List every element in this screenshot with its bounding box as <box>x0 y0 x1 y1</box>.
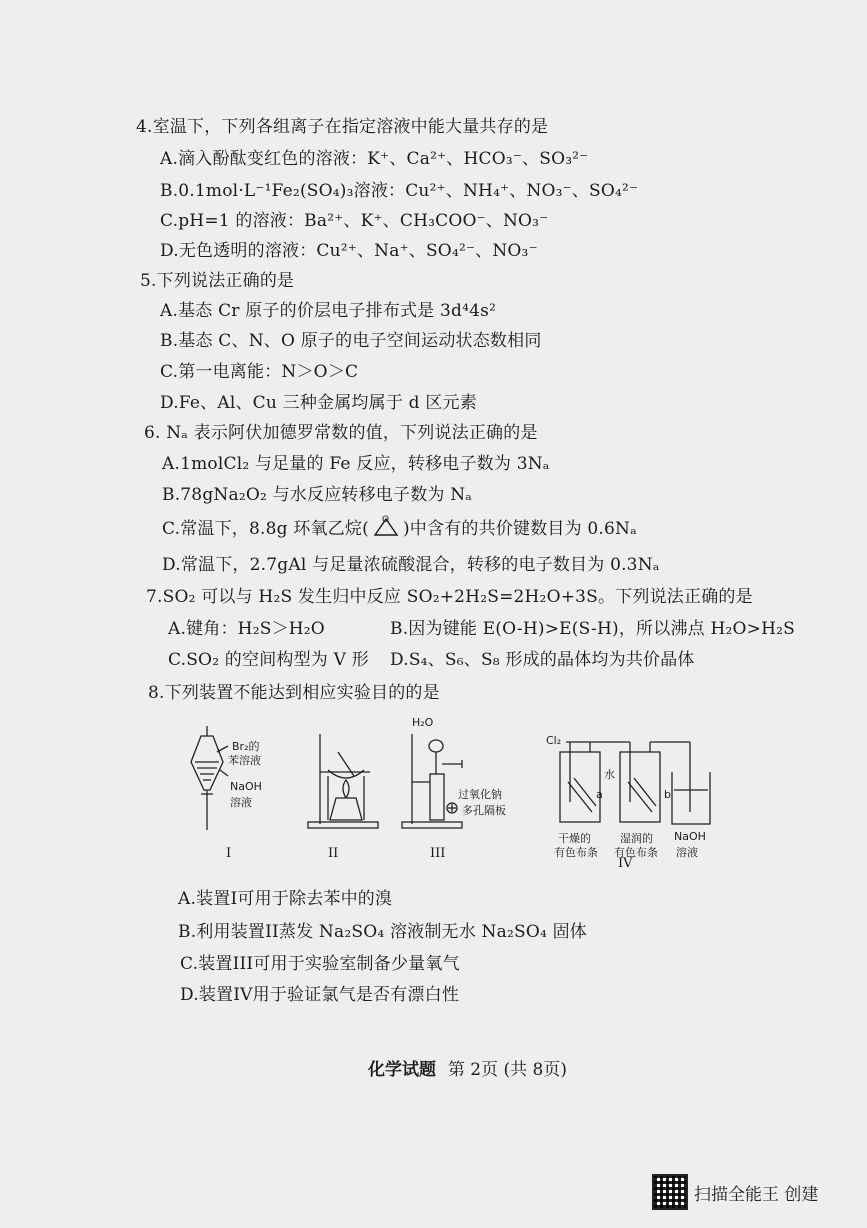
question-8-option-d: D.装置IV用于验证氯气是否有漂白性 <box>180 985 460 1005</box>
question-7-option-c: C.SO₂ 的空间构型为 V 形 <box>168 650 369 670</box>
fig-i-label-benzene: 苯溶液 <box>228 754 261 767</box>
fig-iii-label-peroxide: 过氧化钠 <box>458 788 502 801</box>
question-8-option-c: C.装置III可用于实验室制备少量氧气 <box>180 954 460 974</box>
separatory-funnel-icon <box>191 726 228 830</box>
epoxide-oxygen-label: O <box>381 515 390 525</box>
question-8-option-b: B.利用装置II蒸发 Na₂SO₄ 溶液制无水 Na₂SO₄ 固体 <box>178 922 587 942</box>
fig-iv-label-naoh: NaOH <box>674 830 706 843</box>
fig-iii-label-water: H₂O <box>412 716 434 729</box>
fig-roman-i: I <box>226 846 232 861</box>
qr-code-icon <box>652 1174 688 1210</box>
page-footer <box>368 1055 567 1080</box>
apparatus-figure <box>150 712 720 871</box>
gas-washing-bottles-icon <box>560 742 710 824</box>
question-4-option-c: C.pH=1 的溶液：Ba²⁺、K⁺、CH₃COO⁻、NO₃⁻ <box>160 211 549 231</box>
question-5-option-c: C.第一电离能：N＞O＞C <box>160 362 359 382</box>
question-5-option-a: A.基态 Cr 原子的价层电子排布式是 3d⁴4s² <box>160 301 497 321</box>
question-7-option-a: A.键角：H₂S＞H₂O <box>168 619 325 639</box>
question-6-stem: 6. Nₐ 表示阿伏加德罗常数的值，下列说法正确的是 <box>144 423 538 443</box>
fig-iv-label-b: b <box>664 788 671 801</box>
question-7-stem: 7.SO₂ 可以与 H₂S 发生归中反应 SO₂+2H₂S=2H₂O+3S。下列说法正确的是 <box>146 587 753 607</box>
question-6-option-b: B.78gNa₂O₂ 与水反应转移电子数为 Nₐ <box>162 485 473 505</box>
fig-iv-label-solution: 溶液 <box>676 846 698 859</box>
question-7-option-b: B.因为键能 E(O-H)>E(S-H)，所以沸点 H₂O>H₂S <box>390 619 795 639</box>
fig-roman-ii: II <box>328 846 339 861</box>
epoxide-ring-icon <box>369 514 403 538</box>
fig-iv-label-a: a <box>596 788 603 801</box>
fig-iv-label-dry-2: 有色布条 <box>554 846 598 859</box>
question-4-option-a: A.滴入酚酞变红色的溶液：K⁺、Ca²⁺、HCO₃⁻、SO₃²⁻ <box>160 149 589 169</box>
footer-subject: 化学试题 <box>368 1060 436 1080</box>
question-6-option-a: A.1molCl₂ 与足量的 Fe 反应，转移电子数为 3Nₐ <box>162 454 550 474</box>
fig-iv-label-wet-1: 湿润的 <box>620 832 653 845</box>
fig-iv-label-dry-1: 干燥的 <box>558 832 591 845</box>
question-5-option-b: B.基态 C、N、O 原子的电子空间运动状态数相同 <box>160 331 542 351</box>
question-5-option-d: D.Fe、Al、Cu 三种金属均属于 d 区元素 <box>160 393 477 413</box>
fig-iv-label-cl2: Cl₂ <box>546 734 562 747</box>
question-4-option-d: D.无色透明的溶液：Cu²⁺、Na⁺、SO₄²⁻、NO₃⁻ <box>160 241 538 261</box>
question-8-option-a: A.装置I可用于除去苯中的溴 <box>178 889 393 909</box>
question-6-option-c-text-1: C.常温下，8.8g 环氧乙烷( <box>162 519 369 539</box>
question-6-option-d: D.常温下，2.7gAl 与足量浓硫酸混合，转移的电子数目为 0.3Nₐ <box>162 555 660 575</box>
evaporating-dish-icon <box>308 734 378 828</box>
question-6-option-c-text-2: )中含有的共价键数目为 0.6Nₐ <box>402 519 637 539</box>
question-6-option-c <box>162 514 637 539</box>
fig-iii-label-plate: 多孔隔板 <box>462 804 506 817</box>
fig-roman-iv: IV <box>618 856 633 871</box>
gas-generator-icon <box>402 734 462 828</box>
question-4-stem: 4.室温下，下列各组离子在指定溶液中能大量共存的是 <box>136 117 549 137</box>
watermark-text: 扫描全能王 创建 <box>694 1184 819 1205</box>
fig-i-label-br2: Br₂的 <box>232 740 260 753</box>
question-5-stem: 5.下列说法正确的是 <box>140 271 295 291</box>
footer-page-number: 第 2页 (共 8页) <box>447 1060 567 1080</box>
fig-iv-label-wet-2: 有色布条 <box>614 846 658 859</box>
fig-roman-iii: III <box>430 846 446 861</box>
fig-iv-label-water: 水 <box>604 768 615 781</box>
scanner-watermark <box>652 1172 818 1212</box>
fig-i-label-solution: 溶液 <box>230 796 252 809</box>
fig-i-label-naoh: NaOH <box>230 780 262 793</box>
question-4-option-b: B.0.1mol·L⁻¹Fe₂(SO₄)₃溶液：Cu²⁺、NH₄⁺、NO₃⁻、SO₄²⁻ <box>160 181 639 201</box>
question-8-stem: 8.下列装置不能达到相应实验目的的是 <box>148 683 440 703</box>
question-7-option-d: D.S₄、S₆、S₈ 形成的晶体均为共价晶体 <box>390 650 695 670</box>
